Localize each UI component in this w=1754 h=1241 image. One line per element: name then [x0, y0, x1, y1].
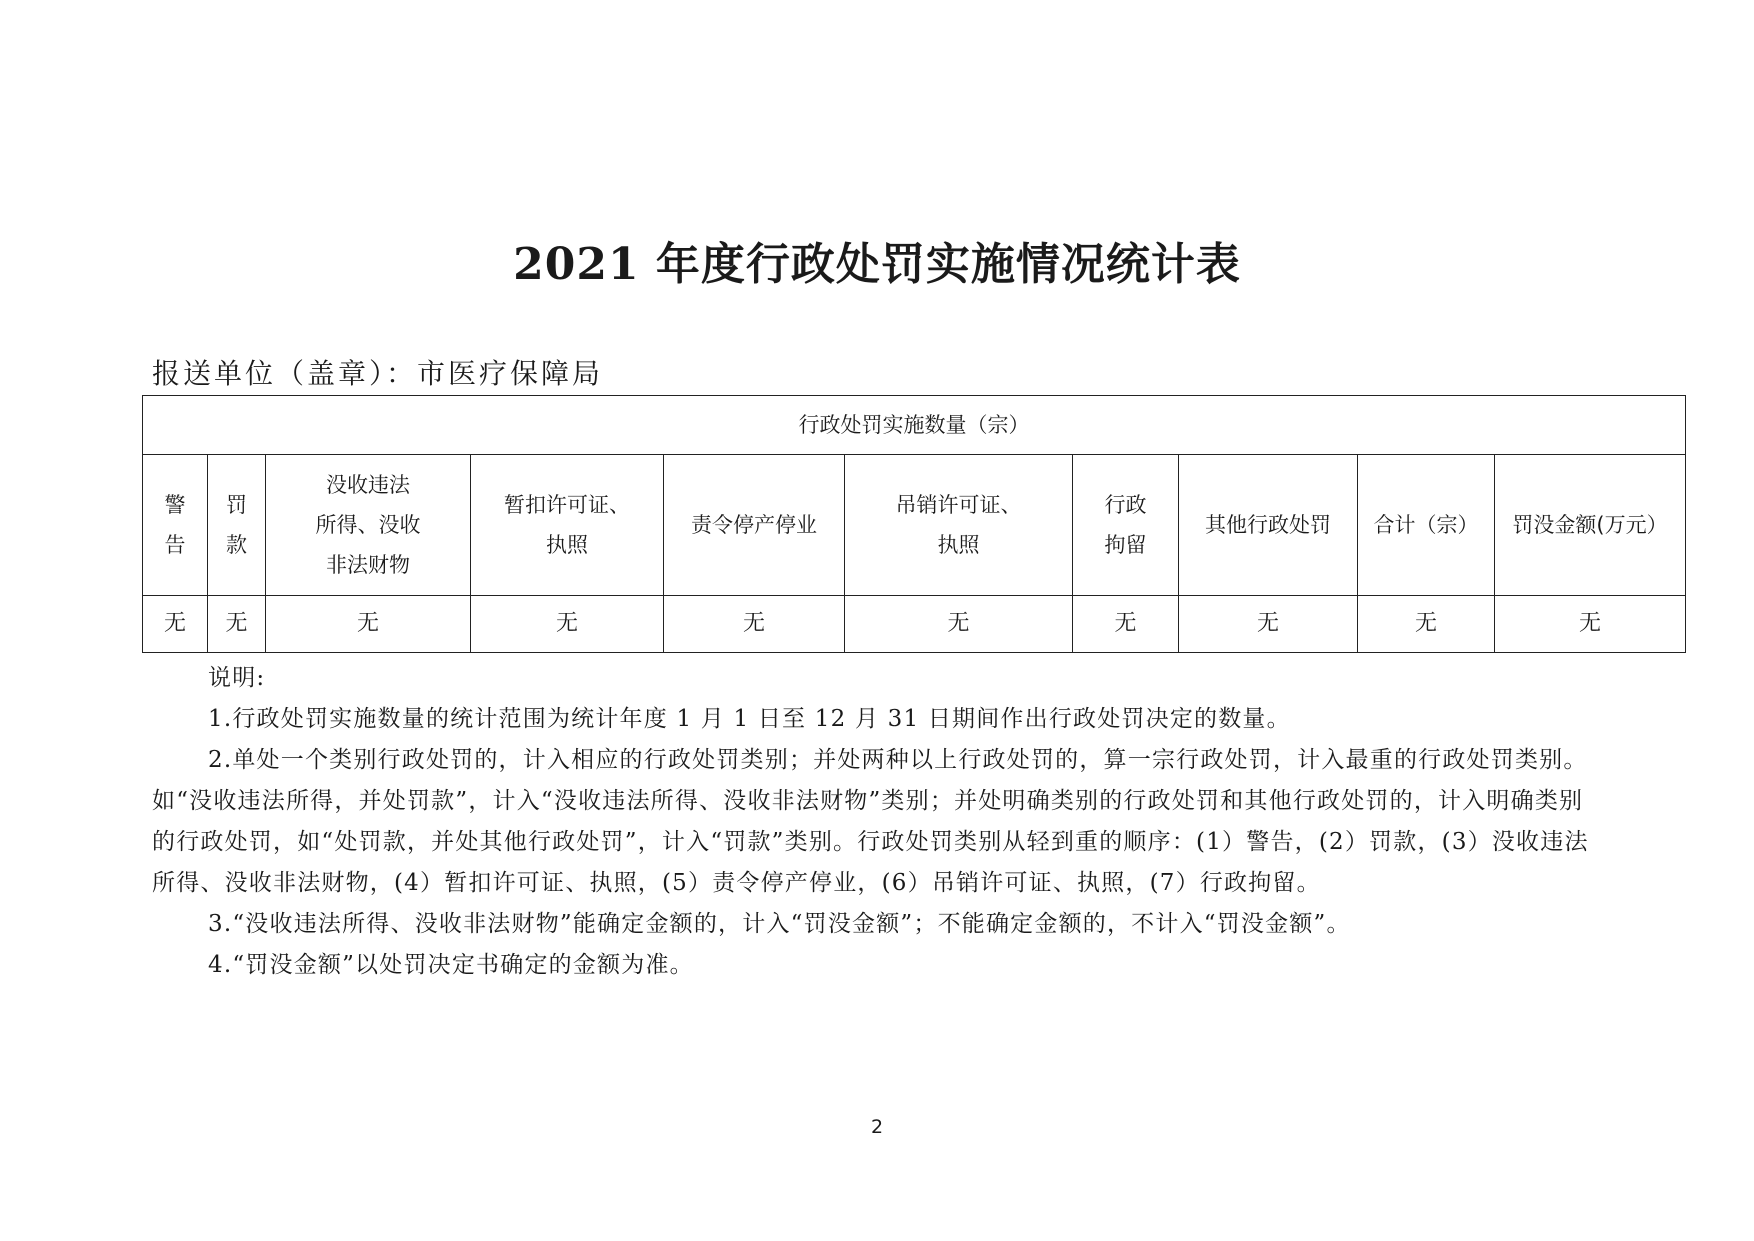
column-header: 罚没金额(万元） [1495, 455, 1686, 596]
table-cell: 无 [664, 596, 845, 653]
table-cell: 无 [471, 596, 664, 653]
value-row [143, 596, 1686, 653]
table-cell: 无 [1179, 596, 1358, 653]
category-row [143, 455, 1686, 596]
table-cell: 无 [1073, 596, 1179, 653]
document-title: 2021 年度行政处罚实施情况统计表 [513, 239, 1241, 290]
table-header: 行政处罚实施数量（宗） [143, 396, 1686, 455]
column-header: 吊销许可证、 执照 [845, 455, 1073, 596]
column-header: 其他行政处罚 [1179, 455, 1358, 596]
notes-section [152, 658, 1602, 986]
page-number: 2 [870, 1116, 884, 1138]
table-cell: 无 [208, 596, 266, 653]
column-header: 暂扣许可证、 执照 [471, 455, 664, 596]
note-item: 2.单处一个类别行政处罚的，计入相应的行政处罚类别；并处两种以上行政处罚的，算一宗行政处罚，计入最重的行政处罚类别。如“没收违法所得，并处罚款”，计入“没收违法所得、没收非法财物”类别；并处明确类别的行政处罚和其他行政处罚的，计入明确类别的行政处罚，如“处罚款，并处其他行政处罚”，计入“罚款”类别。行政处罚类别从轻到重的顺序：(1）警告，(2）罚款，(3）没收违法所得、没收非法财物，(4）暂扣许可证、执照，(5）责令停产停业，(6）吊销许可证、执照，(7）行政拘留。 [152, 747, 1589, 896]
table-cell: 无 [143, 596, 208, 653]
table-cell: 无 [1495, 596, 1686, 653]
table-cell: 无 [845, 596, 1073, 653]
column-header: 警 告 [143, 455, 208, 596]
statistics-table [142, 395, 1686, 653]
notes-heading: 说明: [208, 665, 266, 691]
note-item: 4.“罚没金额”以处罚决定书确定的金额为准。 [208, 952, 694, 978]
column-header: 合计（宗） [1358, 455, 1495, 596]
note-item: 3.“没收违法所得、没收非法财物”能确定金额的，计入“罚没金额”；不能确定金额的，不计入“罚没金额”。 [208, 911, 1351, 937]
column-header: 行政 拘留 [1073, 455, 1179, 596]
column-header: 没收违法 所得、没收 非法财物 [266, 455, 471, 596]
table-cell: 无 [1358, 596, 1495, 653]
column-header: 责令停产停业 [664, 455, 845, 596]
note-item: 1.行政处罚实施数量的统计范围为统计年度 1 月 1 日至 12 月 31 日期间作出行政处罚决定的数量。 [208, 706, 1291, 732]
reporting-unit: 报送单位（盖章）：市医疗保障局 [152, 357, 604, 390]
table-cell: 无 [266, 596, 471, 653]
column-header: 罚 款 [208, 455, 266, 596]
